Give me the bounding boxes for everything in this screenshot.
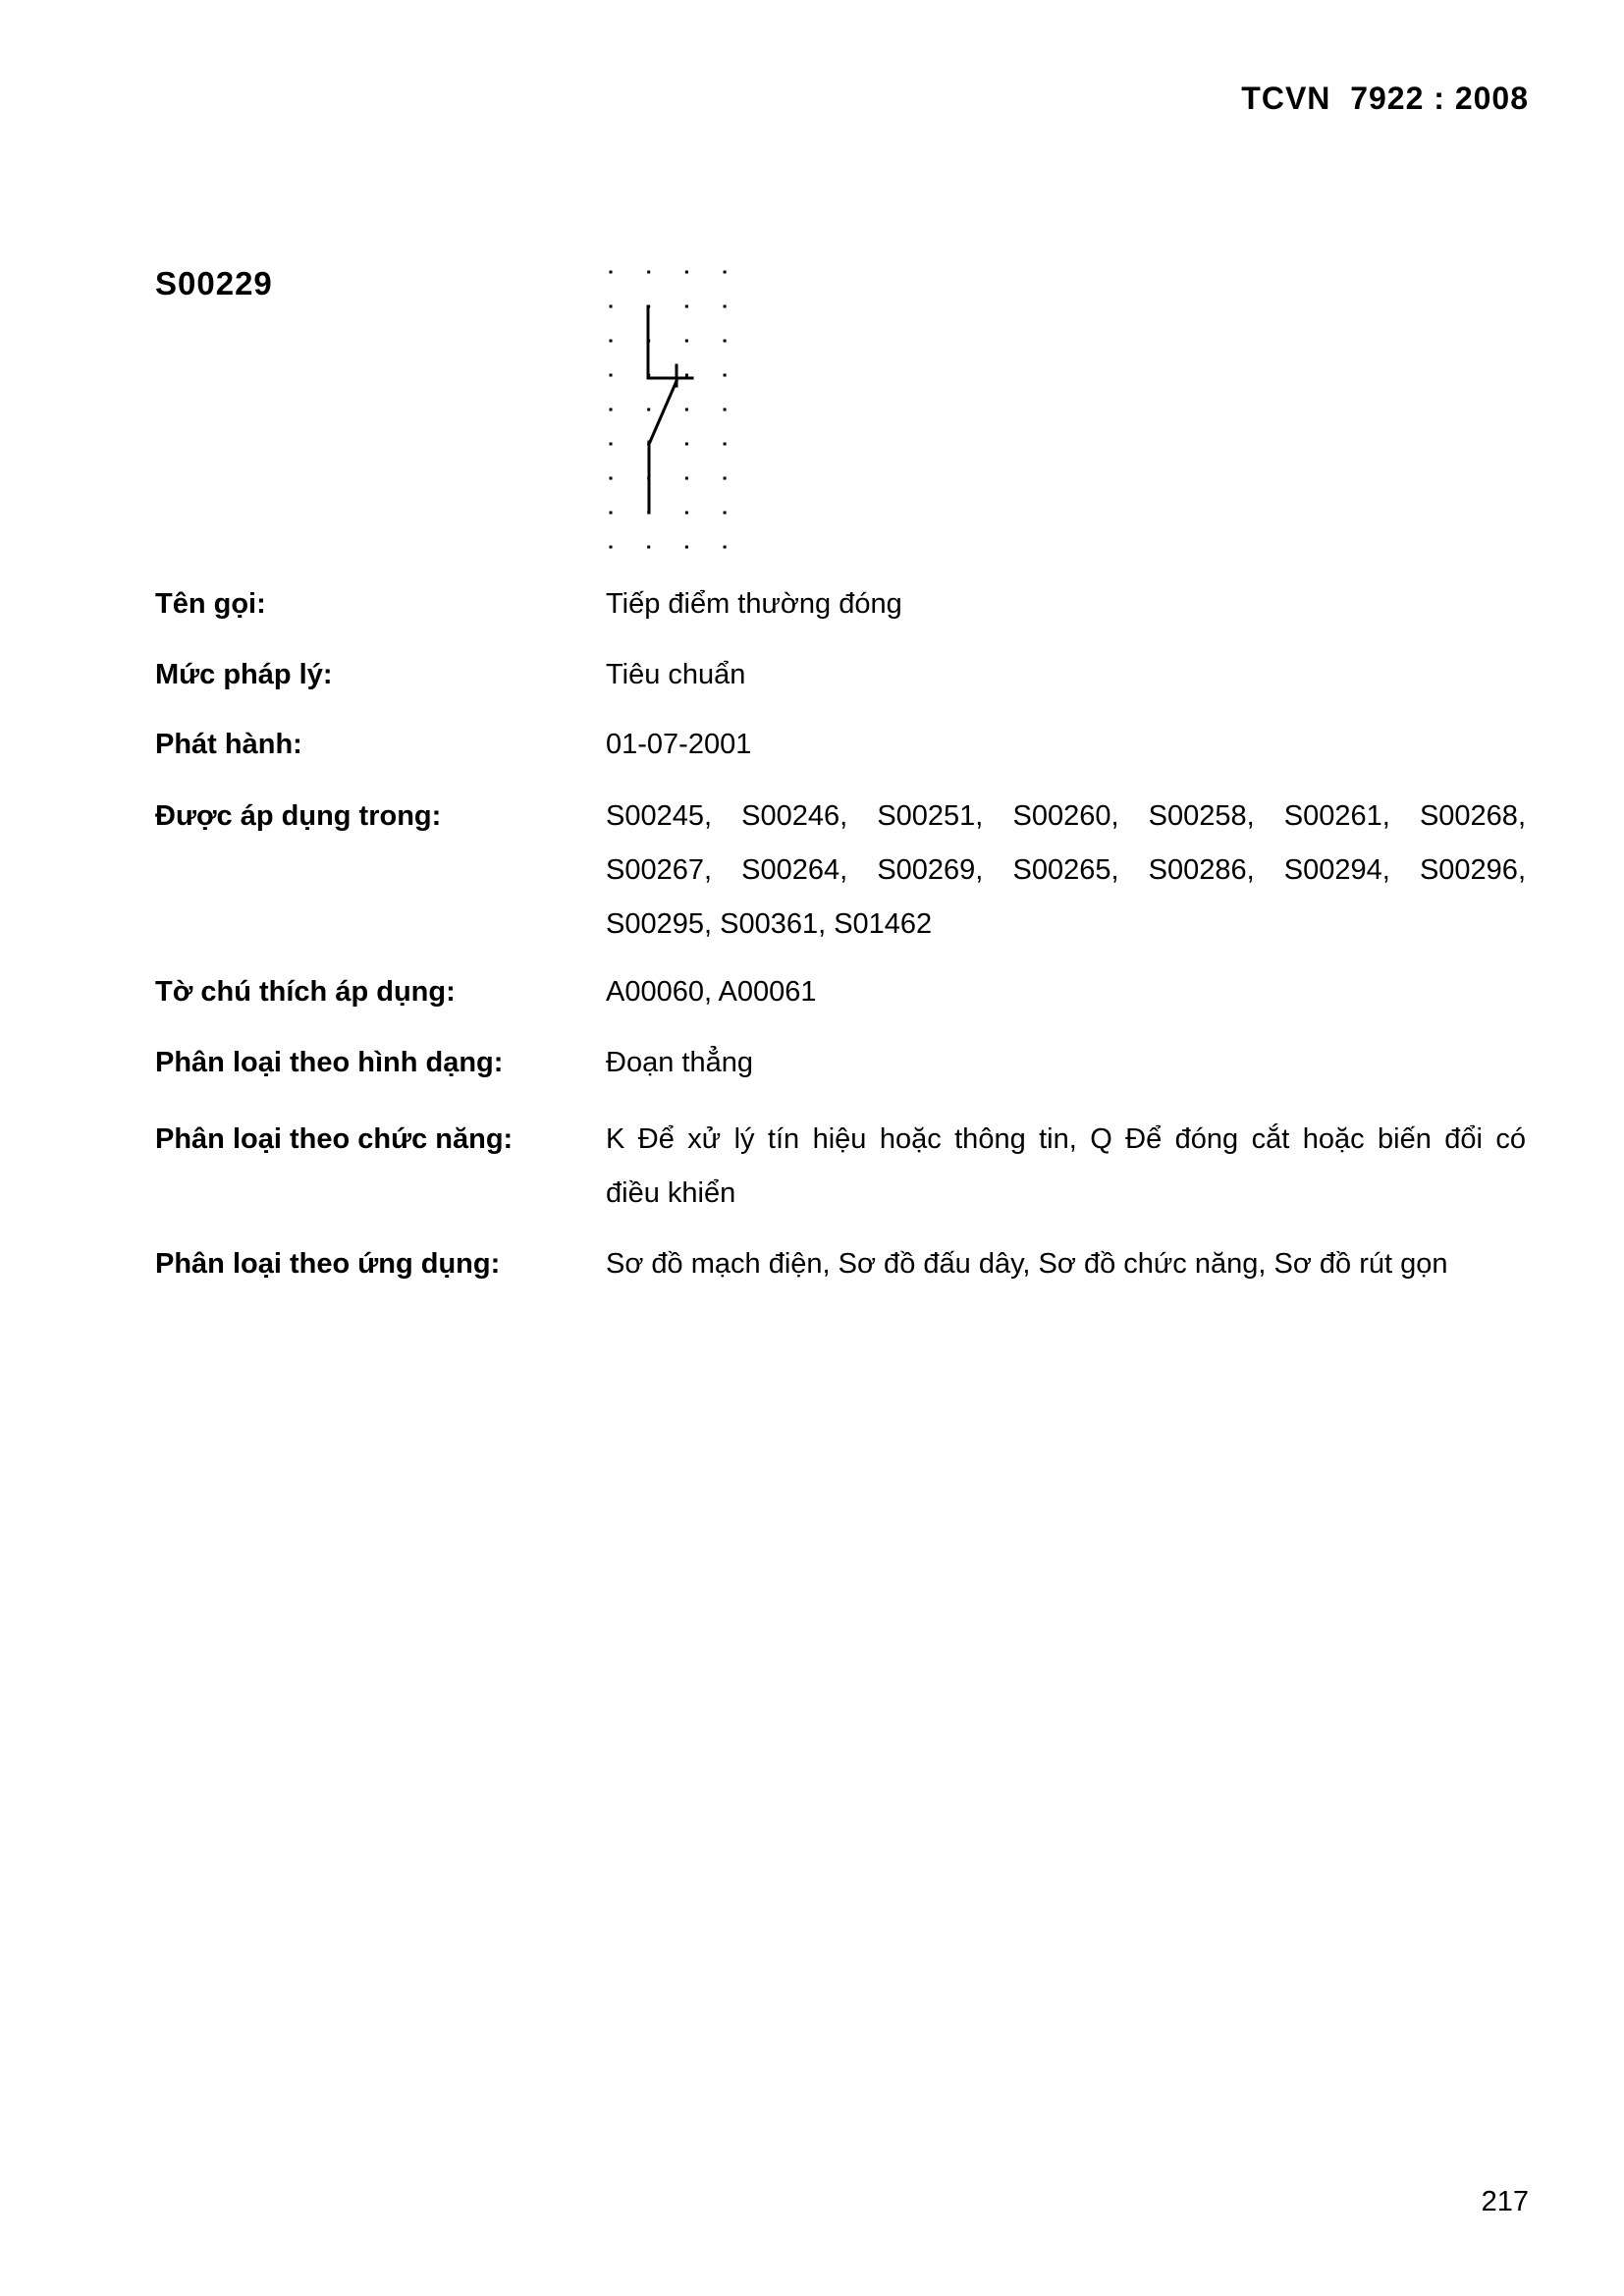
field-label: Phân loại theo ứng dụng: <box>155 1248 501 1280</box>
field-value: Tiêu chuẩn <box>606 659 746 690</box>
field-label: Phát hành: <box>155 729 302 760</box>
field-label: Được áp dụng trong: <box>155 800 442 832</box>
page-number: 217 <box>1481 2186 1529 2217</box>
field-value-line: S00245, S00246, S00251, S00260, S00258, S00261, S00268, <box>606 800 1526 832</box>
field-label: Tờ chú thích áp dụng: <box>155 976 456 1008</box>
field-value: Đoạn thẳng <box>606 1047 753 1078</box>
field-value-line: S00295, S00361, S01462 <box>606 908 933 940</box>
symbol-figure <box>589 255 746 570</box>
symbol-id: S00229 <box>155 265 273 301</box>
field-value: 01-07-2001 <box>606 729 752 760</box>
nc-contact-symbol-icon <box>589 255 746 570</box>
field-value-line: K Để xử lý tín hiệu hoặc thông tin, Q Để đóng cắt hoặc biến đổi có <box>606 1123 1526 1155</box>
field-value-line: điều khiển <box>606 1177 736 1209</box>
symbol-dot-grid <box>610 271 727 549</box>
field-label: Tên gọi: <box>155 588 266 620</box>
field-label: Mức pháp lý: <box>155 659 333 690</box>
page-header: TCVN 7922 : 2008 <box>1241 81 1529 116</box>
field-label: Phân loại theo hình dạng: <box>155 1047 504 1078</box>
field-value: Sơ đồ mạch điện, Sơ đồ đấu dây, Sơ đồ chức năng, Sơ đồ rút gọn <box>606 1248 1448 1280</box>
field-value-line: S00267, S00264, S00269, S00265, S00286, S00294, S00296, <box>606 854 1526 886</box>
field-value: A00060, A00061 <box>606 976 817 1008</box>
field-value: Tiếp điểm thường đóng <box>606 588 902 620</box>
moving-contact-line <box>650 381 677 442</box>
field-label: Phân loại theo chức năng: <box>155 1123 514 1155</box>
